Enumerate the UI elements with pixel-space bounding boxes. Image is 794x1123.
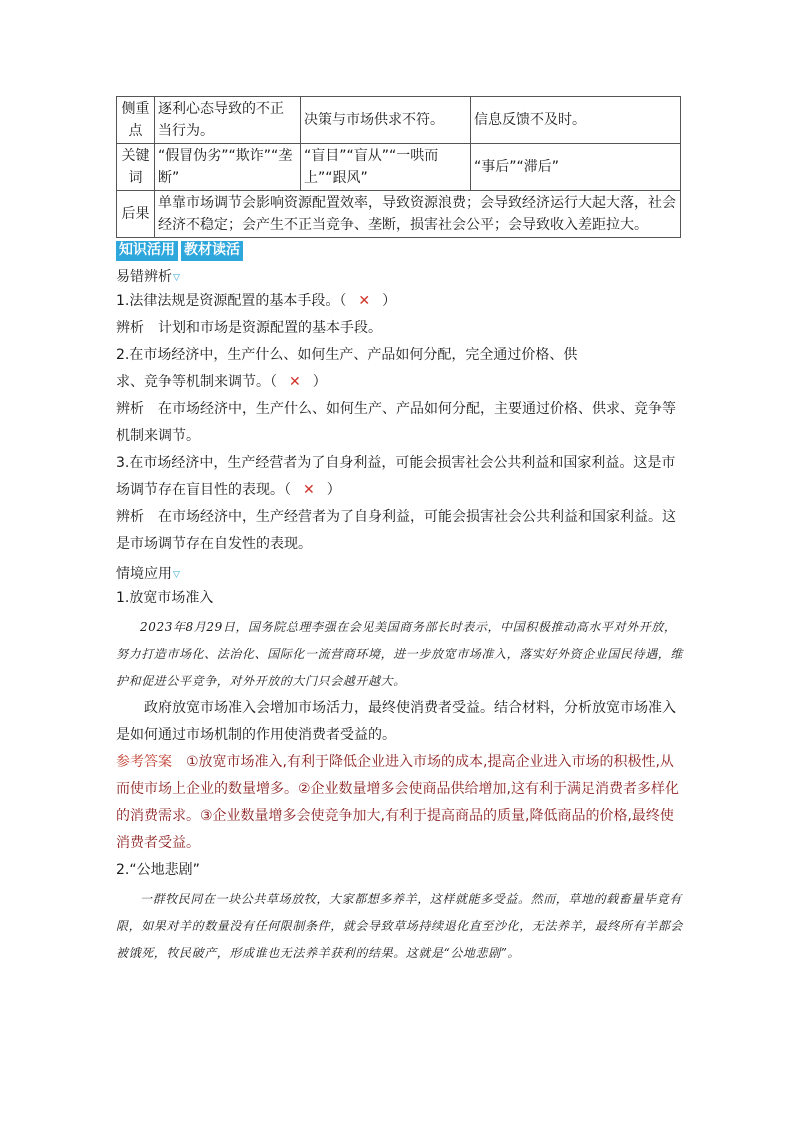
row-header: 后果 — [117, 191, 155, 238]
question-item: 3.在市场经济中，生产经营者为了自身利益，可能会损害社会公共利益和国家利益。这是市场调节存在盲目性的表现。（ ✕ ） — [116, 455, 676, 498]
question-item: 2.在市场经济中，生产什么、如何生产、产品如何分配，完全通过价格、供求、竞争等机制来调节。（ ✕ ） — [116, 347, 578, 390]
analysis-item: 辨析 在市场经济中，生产经营者为了自身利益，可能会损害社会公共利益和国家利益。这是市场调节存在自发性的表现。 — [116, 509, 676, 552]
section-heading — [116, 564, 684, 585]
chevron-down-icon: ▽ — [173, 273, 180, 283]
section-tabs — [116, 241, 684, 261]
table-row — [117, 144, 681, 191]
analysis-label: 辨析 — [116, 320, 144, 336]
cross-mark-icon: ✕ — [289, 374, 301, 390]
table-cell: 信息反馈不及时。 — [471, 97, 681, 144]
section-title: 易错辨析 — [116, 269, 172, 285]
tab-textbook-reading: 教材读活 — [181, 241, 243, 261]
table-cell: 单靠市场调节会影响资源配置效率，导致资源浪费；会导致经济运行大起大落，社会经济不稳定；会产生不正当竞争、垄断，损害社会公平；会导致收入差距拉大。 — [155, 191, 681, 238]
answer-label: 参考答案 — [116, 754, 172, 770]
table-cell: “事后”“滞后” — [471, 144, 681, 191]
table-cell: “假冒伪劣”“欺诈”“垄断” — [155, 144, 301, 191]
document-page — [116, 96, 684, 967]
section-heading — [116, 267, 684, 288]
table-row — [117, 97, 681, 144]
table-cell: 逐利心态导致的不正当行为。 — [155, 97, 301, 144]
case-material: 2023年8月29日，国务院总理李强在会见美国商务部长时表示，中国积极推动高水平对外开放，努力打造市场化、法治化、国际化一流营商环境，进一步放宽市场准入，落实好外资企业国民待遇，维护和促进公平竞争，对外开放的大门只会越开越大。 — [116, 620, 684, 688]
analysis-label: 辨析 — [116, 509, 144, 525]
row-header: 侧重点 — [117, 97, 155, 144]
row-header: 关键词 — [117, 144, 155, 191]
cross-mark-icon: ✕ — [358, 293, 371, 309]
analysis-item: 辨析 计划和市场是资源配置的基本手段。 — [116, 320, 382, 336]
question-item: 1.法律法规是资源配置的基本手段。（ ✕ ） — [116, 293, 397, 309]
comparison-table — [116, 96, 681, 238]
analysis-label: 辨析 — [116, 401, 144, 417]
case-question: 政府放宽市场准入会增加市场活力，最终使消费者受益。结合材料，分析放宽市场准入是如何通过市场机制的作用使消费者受益的。 — [116, 700, 676, 743]
tab-knowledge-use: 知识活用 — [116, 241, 178, 261]
table-cell: 决策与市场供求不符。 — [301, 97, 471, 144]
chevron-down-icon: ▽ — [173, 570, 180, 580]
table-row — [117, 191, 681, 238]
case-title: 1.放宽市场准入 — [116, 590, 214, 606]
section-title: 情境应用 — [116, 566, 172, 582]
reference-answer: 参考答案 ①放宽市场准入,有利于降低企业进入市场的成本,提高企业进入市场的积极性,从而使市场上企业的数量增多。②企业数量增多会使商品供给增加,这有利于满足消费者多样化的消费需求。③企业数量增多会使竞争加大,有利于提高商品的质量,降低商品的价格,最终使消费者受益。 — [116, 754, 679, 851]
analysis-item: 辨析 在市场经济中，生产什么、如何生产、产品如何分配，主要通过价格、供求、竞争等机制来调节。 — [116, 401, 676, 444]
case-material: 一群牧民同在一块公共草场放牧，大家都想多养羊，这样就能多受益。然而，草地的载畜量毕竟有限，如果对羊的数量没有任何限制条件，就会导致草场持续退化直至沙化，无法养羊，最终所有羊都会被饿死，牧民破产，形成谁也无法养羊获利的结果。这就是“公地悲剧”。 — [116, 892, 684, 960]
case-title: 2.“公地悲剧” — [116, 862, 200, 878]
cross-mark-icon: ✕ — [303, 482, 315, 498]
table-cell: “盲目”“盲从”“一哄而上”“跟风” — [301, 144, 471, 191]
